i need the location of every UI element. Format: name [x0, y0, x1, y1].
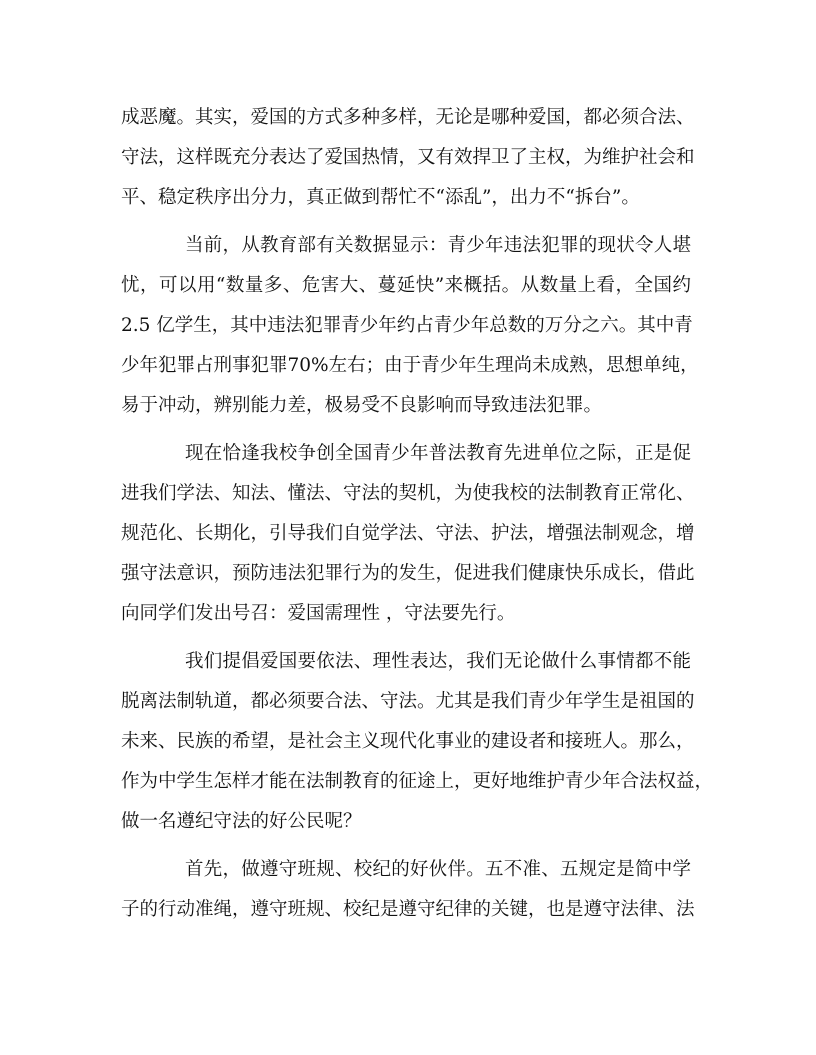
text-line: 进我们学法、知法、懂法、守法的契机，为使我校的法制教育正常化、	[121, 483, 695, 504]
text-line: 作为中学生怎样才能在法制教育的征途上，更好地维护青少年合法权益，	[121, 771, 714, 792]
text-line: 守法，这样既充分表达了爱国热情，又有效捍卫了主权，为维护社会和	[121, 147, 695, 168]
text-line: 规范化、长期化，引导我们自觉学法、守法、护法，增强法制观念，增	[121, 523, 695, 544]
text-line: 忧，可以用“数量多、危害大、蔓延快”来概括。从数量上看，全国约	[121, 275, 691, 296]
text-line: 首先，做遵守班规、校纪的好伙伴。五不准、五规定是简中学	[185, 859, 691, 880]
text-line: 子的行动准绳，遵守班规、校纪是遵守纪律的关键，也是遵守法律、法	[121, 899, 695, 920]
paragraph	[121, 642, 714, 842]
paragraph	[121, 850, 695, 930]
paragraph	[121, 434, 695, 634]
text-line: 脱离法制轨道，都必须要合法、守法。尤其是我们青少年学生是祖国的	[121, 691, 695, 712]
text-line: 当前，从教育部有关数据显示：青少年违法犯罪的现状令人堪	[185, 235, 691, 256]
text-line: 向同学们发出号召：爱国需理性 ，守法要先行。	[121, 603, 516, 624]
text-line: 成恶魔。其实，爱国的方式多种多样，无论是哪种爱国，都必须合法、	[121, 107, 695, 128]
paragraph	[121, 226, 699, 426]
text-line: 未来、民族的希望，是社会主义现代化事业的建设者和接班人。那么，	[121, 731, 695, 752]
document-body	[121, 98, 714, 930]
text-line: 少年犯罪占刑事犯罪70%左右；由于青少年生理尚未成熟，思想单纯，	[121, 355, 699, 376]
paragraph	[121, 98, 695, 218]
text-line: 平、稳定秩序出分力，真正做到帮忙不“添乱”，出力不“拆台”。	[121, 187, 640, 208]
text-line: 我们提倡爱国要依法、理性表达，我们无论做什么事情都不能	[185, 651, 691, 672]
text-line: 现在恰逢我校争创全国青少年普法教育先进单位之际，正是促	[185, 443, 691, 464]
text-line: 强守法意识，预防违法犯罪行为的发生，促进我们健康快乐成长，借此	[121, 563, 695, 584]
text-line: 易于冲动，辨别能力差，极易受不良影响而导致违法犯罪。	[121, 395, 603, 416]
text-line: 做一名遵纪守法的好公民呢？	[121, 811, 362, 832]
text-line: 2.5 亿学生，其中违法犯罪青少年约占青少年总数的万分之六。其中青	[121, 315, 693, 336]
